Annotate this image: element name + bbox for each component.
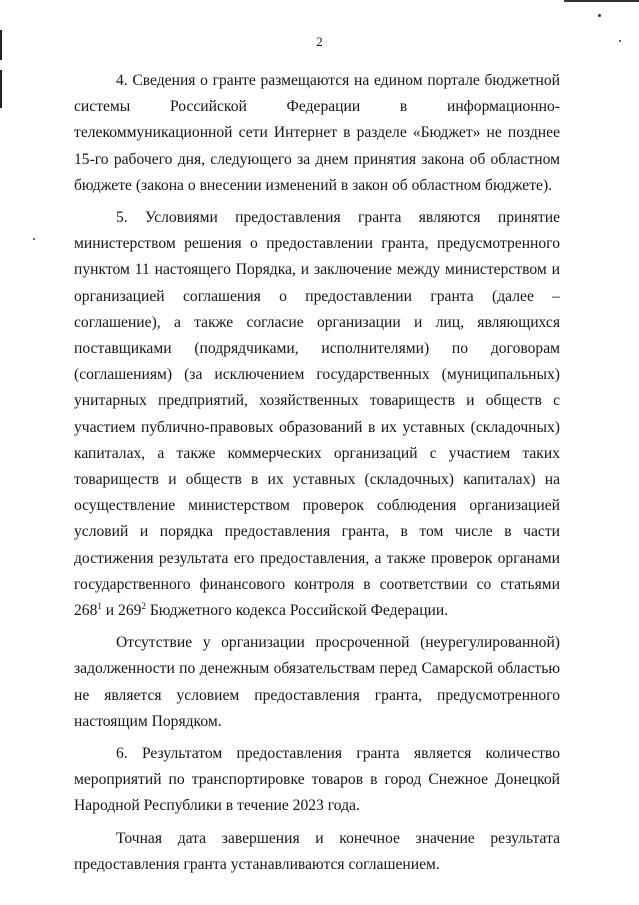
scan-speck: [598, 14, 601, 17]
page-number: 2: [316, 34, 323, 49]
superscript: 2: [141, 600, 146, 611]
scan-speck: [33, 238, 35, 240]
paragraph-text: Бюджетного кодекса Российской Федерации.: [145, 602, 449, 620]
scan-edge-mark: [564, 0, 639, 2]
superscript: 1: [97, 600, 102, 611]
paragraph-item-4: 4. Сведения о гранте размещаются на едином портале бюджетной системы Российской Федерации в информационно-телекоммуникационной сети Интернет в разделе «Бюджет» не позднее 15-го рабочего дня, следующего за днем принятия закона об областном бюджете (закона о внесении изменений в закон об областном бюджете).: [74, 72, 560, 194]
paragraph-debt-condition: Отсутствие у организации просроченной (неурегулированной) задолженности по денежным обязательствам перед Самарской областью не является условием предоставления гранта, предусмотренного настоящим Порядком.: [74, 634, 560, 730]
paragraph-text: 5. Условиями предоставления гранта являются принятие министерством решения о предоставлении гранта, предусмотренного пунктом 11 настоящего Порядка, и заключение между министерством и организацией соглашения о предоставлении гранта (далее – соглашение), а также согласие организации и лиц, являющихся поставщиками (подрядчиками, исполнителями) по договорам (соглашениям) (за исключением государственных (муниципальных) унитарных предприятий, хозяйственных товариществ и обществ с участием публично-правовых образований в их уставных (складочных) капиталах, а также коммерческих организаций с участием таких товариществ и обществ в их уставных (складочных) капиталах) на осуществление министерством проверок соблюдения организацией условий и порядка предоставления гранта, в том числе в части достижения результата его предоставления, а также проверок органами государственного финансового контроля в соответствии со статьями 268: [74, 209, 560, 620]
document-body: [74, 68, 560, 884]
paragraph-result-date: Точная дата завершения и конечное значение результата предоставления гранта устанавливаются соглашением.: [74, 829, 560, 873]
paragraph-text: и 269: [101, 602, 142, 620]
paragraph-item-5: [74, 205, 560, 624]
paragraph-item-6: 6. Результатом предоставления гранта является количество мероприятий по транспортировке товаров в город Снежное Донецкой Народной Республики в течение 2023 года.: [74, 745, 560, 815]
scan-edge-mark: [0, 70, 2, 108]
